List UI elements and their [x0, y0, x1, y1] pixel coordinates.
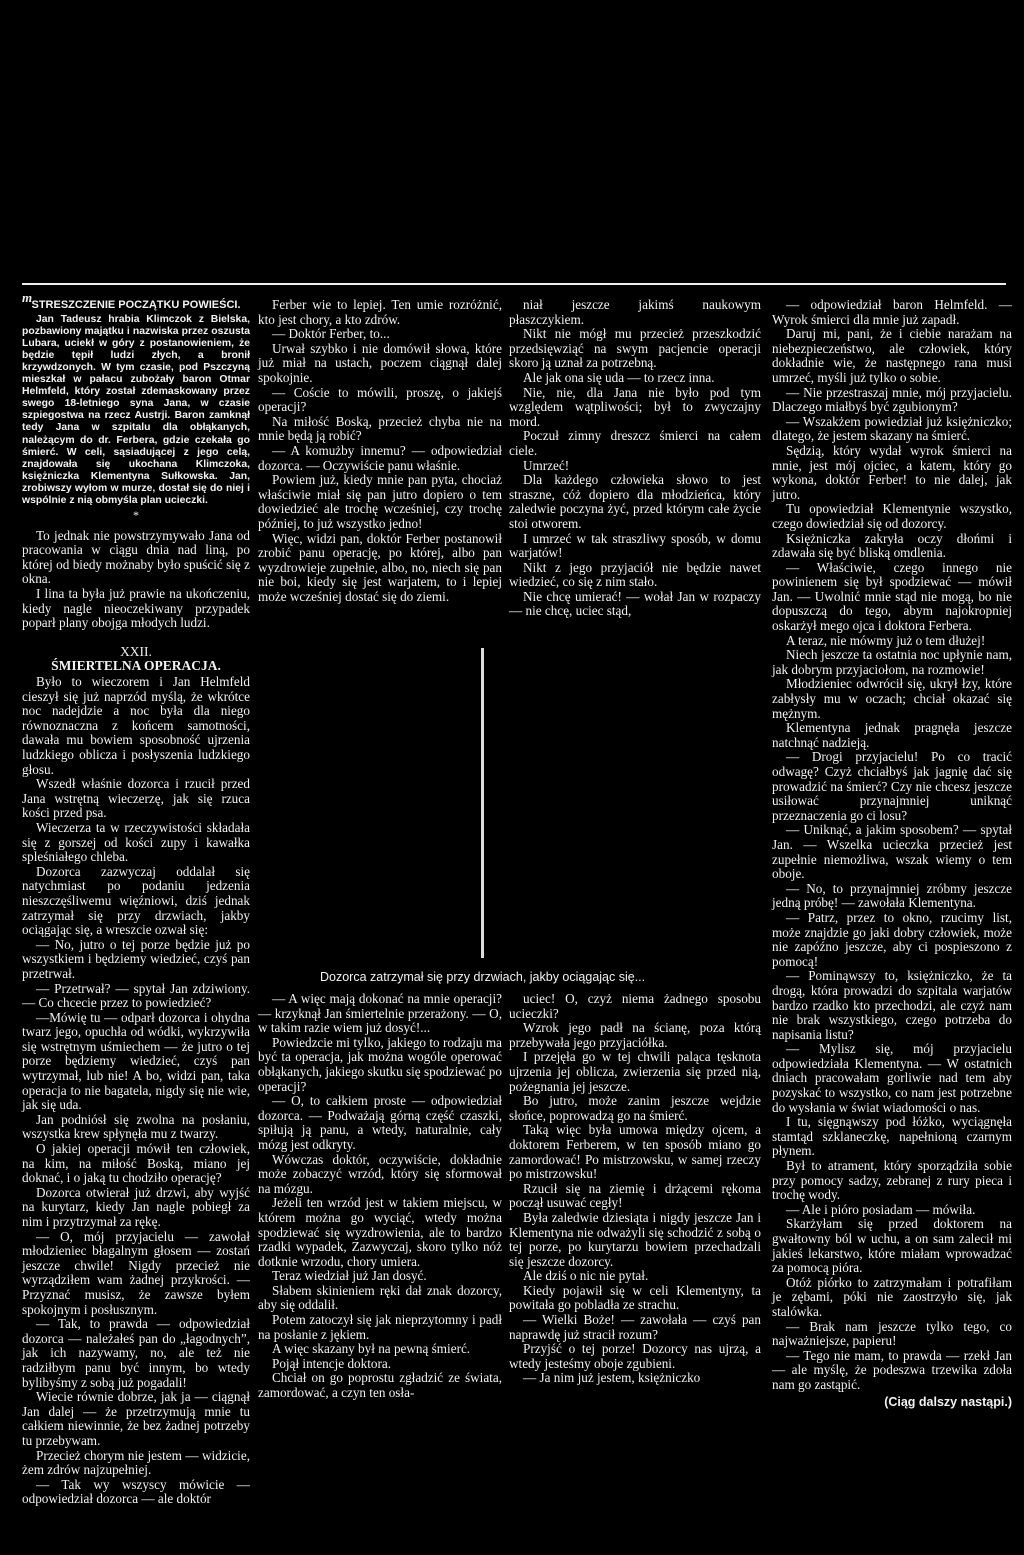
- summary-separator: *: [133, 508, 139, 523]
- paragraph: Sędzią, który wydał wyrok śmierci na mnie, jest mój ojciec, a katem, który go wykona, doktór Ferber! to nie dalej, jak jutro.: [772, 442, 1012, 502]
- paragraph: Ferber wie to lepiej. Ten umie rozróżnić, kto jest chory, a kto zdrów.: [258, 297, 502, 327]
- paragraph: — Pominąwszy to, księżniczko, że ta drogą, która prowadzi do szpitala warjatów bardzo rzadko kto przechodzi, ale czyż nam nie brak wszystkiego, czego potrzeba do napisania listu?: [772, 968, 1012, 1042]
- paragraph: O jakiej operacji mówił ten człowiek, na kim, na miłość Boską, miano jej doknać, i o jaką tu chodziło operację?: [22, 1141, 250, 1186]
- paragraph: — Nie przestraszaj mnie, mój przyjacielu. Dlaczego miałbyś być zgubionym?: [772, 384, 1012, 415]
- paragraph: Nie, nie, dla Jana nie było pod tym względem wątpliwości; był to zwyczajny mord.: [509, 384, 761, 429]
- paragraph: — O, to całkiem proste — odpowiedział dozorca. — Podważają górną część czaszki, spiłują ją panu, a wtedy, naturalnie, cały mózg jest odkryty.: [258, 1093, 502, 1152]
- paragraph: I lina ta była już prawie na ukończeniu, kiedy nagle nieoczekiwany przypadek poparł plany obojga młodych ludzi.: [22, 586, 250, 631]
- paragraph: — odpowiedział baron Helmfeld. — Wyrok śmierci dla mnie już zapadł.: [772, 297, 1012, 327]
- paragraph: — No, jutro o tej porze będzie już po wszystkiem i będziemy wiedzieć, czyś pan przetrwał.: [22, 936, 250, 981]
- col1-paragraphs: [22, 529, 250, 631]
- paragraph: Niech jeszcze ta ostatnia noc upłynie nam, jak dobrym przyjaciołom, na rozmowie!: [772, 647, 1012, 677]
- paragraph: — Wszakżem powiedział już księżniczko; dlatego, że jestem skazany na śmierć.: [772, 413, 1012, 444]
- paragraph: — Doktór Ferber, to...: [272, 326, 390, 342]
- paragraph: — Coście to mówili, proszę, o jakiejś operacji?: [258, 384, 502, 415]
- paragraph: Wszedł właśnie dozorca i rzucił przed Jana wstrętną wieczerzę, jak się rzuca kości przed psa.: [22, 776, 250, 821]
- paragraph: Przecież chorym nie jestem — widzicie, żem zdrów najzupełniej.: [22, 1447, 250, 1478]
- col2b-paragraphs: [258, 992, 502, 1401]
- paragraph: Pojął intencje doktora.: [272, 1355, 392, 1371]
- paragraph: Było to wieczorem i Jan Helmfeld cieszył się już naprzód myślą, że wkrótce noc nadejdzie a noc była dla niego równoznaczna z końcem samotności, dawała mu bowiem sposobność ujrzenia ludzkiego oblicza i posłyszenia ludzkiego głosu.: [22, 674, 250, 777]
- paragraph: Bo jutro, może zanim jeszcze wejdzie słońce, poprowadzą go na śmierć.: [509, 1093, 761, 1123]
- continued-note: (Ciąg dalszy nastąpi.): [884, 1394, 1012, 1409]
- paragraph: Wiecie równie dobrze, jak ja — ciągnął Jan dalej — że przetrzymują mnie tu całkiem niewinnie, że bez żadnej potrzeby tu przebywam.: [22, 1389, 250, 1448]
- paragraph: Potem zatoczył się jak nieprzytomny i padł na posłanie z jękiem.: [258, 1312, 502, 1342]
- paragraph: Była zaledwie dziesiąta i nigdy jeszcze Jan i Klementyna nie odważyli się schodzić z sobą o tej porze, po kurytarzu bowiem przechadzali się jeszcze dozorcy.: [509, 1209, 761, 1269]
- paragraph: Jeżeli ten wrzód jest w takiem miejscu, w którem można go wyciąć, wtedy można spodziewać się wyzdrowienia, ale to bardzo rzadki wypadek, Zazwyczaj, skoro tylko nóż dotknie wrzodu, chory umiera.: [258, 1195, 502, 1269]
- paragraph: — A komużby innemu? — odpowiedział dozorca. — Oczywiście panu właśnie.: [258, 442, 502, 473]
- summary-heading: STRESZCZENIE POCZĄTKU POWIEŚCI.: [31, 299, 241, 311]
- paragraph: — Ja nim już jestem, księżniczko: [523, 1370, 701, 1386]
- paragraph: Słabem skinieniem ręki dał znak dozorcy, aby się oddalił.: [258, 1282, 502, 1313]
- column-3: [509, 298, 761, 619]
- paragraph: Ale dziś o nic nie pytał.: [523, 1268, 649, 1284]
- paragraph: Kiedy pojawił się w celi Klementyny, ta powitała go pobladła ze strachu.: [509, 1282, 761, 1313]
- col3b-paragraphs: [509, 992, 761, 1386]
- paragraph: I umrzeć w tak straszliwy sposób, w domu warjatów!: [509, 530, 761, 561]
- paragraph: Taką więc była umowa między ojcem, a doktorem Ferberem, w ten sposób miano go zamordować! Po mistrzowsku, w samej rzeczy po mistrzowsku!: [509, 1122, 761, 1182]
- paragraph: Powiedzcie mi tylko, jakiego to rodzaju ma być ta operacja, jak można wogóle operować obłąkanych, jakiego skutku się spodziewać po operacji?: [258, 1034, 502, 1094]
- paragraph: — Wielki Boże! — zawołała — czyś pan naprawdę już stracił rozum?: [509, 1312, 761, 1342]
- paragraph: A teraz, nie mówmy już o tem dłużej!: [786, 632, 986, 648]
- chapter-number: XXII.: [120, 643, 152, 659]
- col2-paragraphs: [258, 298, 502, 604]
- paragraph: uciec! O, czyż niema żadnego sposobu ucieczki?: [509, 991, 761, 1021]
- paragraph: — Mylisz się, mój przyjacielu odpowiedziała Klementyna. — W ostatnich dniach pracowałam gorliwie nad tem aby pozyskać to wszystko, co nam jest potrzebne do wysłania w świat wiadomości o nas.: [772, 1041, 1012, 1115]
- col3-paragraphs: [509, 298, 761, 619]
- paragraph: Nikt nie mógł mu przecież przeszkodzić przedsięwziąć na swym pacjencie operacji skoro ją uznał za potrzebną.: [509, 326, 761, 371]
- paragraph: Na miłość Boską, przecież chyba nie na mnie będą ją robić?: [258, 413, 502, 444]
- paragraph: — Właściwie, czego innego nie powinienem się był spodziewać — mówił Jan. — Uwolnić mnie stąd nie mogą, bo nie dopuszczą do tego, abym najokropniej oskarżył mego ojca i doktora Ferbera.: [772, 559, 1012, 634]
- paragraph: Dozorca otwierał już drzwi, aby wyjść na kurytarz, kiedy Jan nagle pobiegł za nim i przytrzymał za rękę.: [22, 1184, 250, 1229]
- paragraph: Powiem już, kiedy mnie pan pyta, chociaż właściwie miał się pan jutro dopiero o tem dowiedzieć ale trochę wcześniej, czy trochę później, to już wszystko jedno!: [258, 472, 502, 531]
- paragraph: — Drogi przyjacielu! Po co tracić odwagę? Czyż chciałbyś jak jagnię dać się prowadzić na śmierć? Czy nie chcesz jeszcze usiłować przynajmniej uniknąć przeznaczenia go ci losu?: [772, 749, 1012, 823]
- paragraph: Klementyna jednak pragnęła jeszcze natchnąć nadzieją.: [772, 720, 1012, 750]
- column-4: [772, 298, 1012, 1409]
- paragraph: — Przetrwał? — spytał Jan zdziwiony. — Co chcecie przez to powiedzieć?: [22, 980, 250, 1011]
- paragraph: — Tego nie mam, to prawda — rzekł Jan — ale myślę, że podeszwa trzewika zdoła nam go zastąpić.: [772, 1347, 1012, 1392]
- paragraph: Umrzeć!: [523, 457, 570, 473]
- paragraph: Księżniczka zakryła oczy dłońmi i zdawała się być bliską omdlenia.: [772, 530, 1012, 561]
- paragraph: Ale jak ona się uda — to rzecz inna.: [523, 369, 715, 385]
- paragraph: Tu opowiedział Klementynie wszystko, czego dowiedział się od dozorcy.: [772, 501, 1012, 531]
- summary-box: [22, 298, 250, 523]
- paragraph: Chciał on go poprostu zgładzić ze świata, zamordować, a czyn ten osła-: [258, 1370, 502, 1401]
- chapter-title: ŚMIERTELNA OPERACJA.: [51, 658, 221, 674]
- col1b-paragraphs: [22, 675, 250, 1507]
- page-number: m: [22, 290, 33, 305]
- paragraph: Urwał szybko i nie domówił słowa, które już miał na ustach, poczem ciągnął dalej spokojnie.: [258, 340, 502, 385]
- paragraph: Był to atrament, który sporządziła sobie przy pomocy sadzy, zebranej z rury pieca i trochę wody.: [772, 1158, 1012, 1203]
- column-3-lower: [509, 992, 761, 1386]
- paragraph: — O, mój przyjacielu — zawołał młodzieniec błagalnym głosem — zostań jeszcze chwile! Nigdy przecież nie wyrządziłem wam żadnej przykrości. — Przyznać musisz, że zawsze byłem spokojnym i posłusznym.: [22, 1228, 250, 1317]
- paragraph: — Tak wy wszyscy mówicie — odpowiedział dozorca — ale doktór: [22, 1476, 250, 1507]
- paragraph: niał jeszcze jakimś naukowym płaszczykiem.: [509, 297, 761, 327]
- paragraph: — Patrz, przez to okno, rzucimy list, może znajdzie go jaki dobry człowiek, może nie zapóźno jeszcze, aby ci pospieszono z pomocą!: [772, 909, 1012, 969]
- paragraph: — Ale i pióro posiadam — mówiła.: [786, 1201, 976, 1217]
- illustration-caption: Dozorca zatrzymał się przy drzwiach, jakby ociągając się...: [320, 970, 646, 984]
- paragraph: To jednak nie powstrzymywało Jana od pracowania w ciągu dnia nad liną, po której od biedy możnaby było spuścić się z okna.: [22, 527, 250, 587]
- paragraph: Wieczerza ta w rzeczywistości składała się z gorszej od kości zupy i kawałka spleśniałego chleba.: [22, 819, 250, 865]
- paragraph: Dla każdego człowieka słowo to jest straszne, cóż dopiero dla młodzieńca, który zaledwie poczyna żyć, przed którym całe życie stoi otworem.: [509, 472, 761, 531]
- paragraph: — Uniknąć, a jakim sposobem? — spytał Jan. — Wszelka ucieczka przecież jest zupełnie niemożliwa, wszak wiemy o tem oboje.: [772, 822, 1012, 882]
- paragraph: Wówczas doktór, oczywiście, dokładnie może zobaczyć wrzód, który się sformował na mózgu.: [258, 1151, 502, 1196]
- paragraph: I tu, sięgnąwszy pod łóżko, wyciągnęła stamtąd szklaneczkę, napełnioną czarnym płynem.: [772, 1114, 1012, 1159]
- paragraph: Nie chcę umierać! — wołał Jan w rozpaczy — nie chcę, uciec stąd,: [509, 588, 761, 619]
- paragraph: Poczuł zimny dreszcz śmierci na całem ciele.: [509, 428, 761, 458]
- col4-paragraphs: [772, 298, 1012, 1393]
- column-1: [22, 298, 250, 1507]
- paragraph: A więc skazany był na pewną śmierć.: [272, 1341, 471, 1357]
- paragraph: —Mówię tu — odparł dozorca i ohydna twarz jego, opuchła od wódki, wykrzywiła się wstrętnym uśmiechem — że jutro o tej porze będziemy wiedzieć, czyś pan wytrzymał, lub nie! A bo, widzi pan, taka operacja to nie bagatela, nigdy się nie wie, jak się uda.: [22, 1009, 250, 1113]
- paragraph: Nikt z jego przyjaciół nie będzie nawet wiedzieć, co się z nim stało.: [509, 559, 761, 590]
- paragraph: — Tak, to prawda — odpowiedział dozorca — należałeś pan do „łagodnych”, jak ich nazywamy, no, ale też nie radziłbym panu być innym, bo wtedy bylibyśmy z sobą już pogadali!: [22, 1316, 250, 1390]
- illustration-area: [262, 648, 758, 958]
- paragraph: — Brak nam jeszcze tylko tego, co najważniejsze, papieru!: [772, 1318, 1012, 1349]
- paragraph: Dozorca zazwyczaj oddalał się natychmiast po podaniu jedzenia nieszczęśliwemu więźniowi, dziś jednak zatrzymał się przy drzwiach, jakby ociągając się, a wreszcie ozwał się:: [22, 863, 250, 938]
- paragraph: Jan podniósł się zwolna na posłaniu, wszystka krew spłynęła mu z twarzy.: [22, 1111, 250, 1142]
- paragraph: Rzucił się na ziemię i drżącemi rękoma począł usuwać cegły!: [509, 1180, 761, 1211]
- paragraph: Skarżyłam się przed doktorem na gwałtowny ból w uchu, a on sam zalecił mi jakieś lekarstwo, które miałam wprowadzać za pomocą pióra.: [772, 1216, 1012, 1276]
- paragraph: Otóż piórko to zatrzymałam i potrafiłam je zębami, póki nie zaostrzyło się, jak stalówka.: [772, 1274, 1012, 1319]
- paragraph: Przyjść o tej porze! Dozorcy nas ujrzą, a wtedy jesteśmy oboje zgubieni.: [509, 1341, 761, 1371]
- paragraph: Wzrok jego padł na ścianę, poza którą przebywała jego przyjaciółka.: [509, 1020, 761, 1050]
- summary-text: Jan Tadeusz hrabia Klimczok z Bielska, pozbawiony majątku i nazwiska przez oszusta Lubara, uciekł w góry z postanowieniem, że będzie tępił ludzi złych, a bronił krzywdzonych. W tym czasie, pod Pszczyną mieszkał w pałacu zubożały baron Otmar Helmfeld, który został zdemaskowany przez swego 18-letniego syna Jana, w czasie szpiegostwa na rzecz Austrji. Baron zamknął tedy Jana w szpitalu dla obłąkanych, należącym do dr. Ferbera, gdzie czekała go śmierć. W celi, sąsiadującej z jego celą, znajdowała się ukochana Klimczoka, księżniczka Klementyna Sułkowska. Jan, zrobiwszy wyłom w murze, dostał się do niej i wspólnie z nią obmyśla plan ucieczki.: [22, 313, 250, 506]
- illustration-divider: [481, 648, 484, 958]
- paragraph: — A więc mają dokonać na mnie operacji? — krzyknął Jan śmiertelnie przerażony. — O, w takim razie wiem już dosyć!...: [258, 991, 502, 1036]
- paragraph: Więc, widzi pan, doktór Ferber postanowił zrobić panu operację, po której, albo pan wyzdrowieje zupełnie, albo, no, niech się pan nie boi, kiedy się jest warjatem, to i lepiej może wcześniej dostać się do ziemi.: [258, 530, 502, 604]
- paragraph: — No, to przynajmniej zróbmy jeszcze jedną próbę! — zawołała Klementyna.: [772, 880, 1012, 911]
- paragraph: Młodzieniec odwrócił się, ukrył łzy, które zabłysły mu w oczach; chciał okazać się mężnym.: [772, 676, 1012, 721]
- paragraph: I przejęła go w tej chwili paląca tęsknota ujrzenia jej oblicza, zwierzenia się przed nią, pożegnania jej jeszcze.: [509, 1049, 761, 1094]
- column-2: [258, 298, 502, 604]
- paragraph: Daruj mi, pani, że i ciebie narażam na niebezpieczeństwo, ale człowiek, który dokładnie wie, że następnego rana musi umrzeć, myśli już tylko o sobie.: [772, 326, 1012, 385]
- column-2-lower: [258, 992, 502, 1401]
- paragraph: Teraz wiedział już Jan dosyć.: [272, 1268, 427, 1284]
- top-rule: [22, 283, 1006, 285]
